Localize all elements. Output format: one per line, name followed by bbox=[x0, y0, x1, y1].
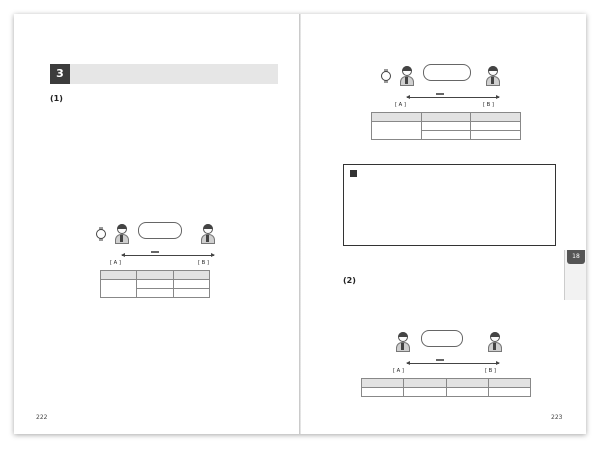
party-a-label: [ A ] bbox=[393, 368, 404, 374]
table-header bbox=[421, 113, 471, 122]
paragraph bbox=[50, 166, 278, 214]
condition-table bbox=[361, 378, 531, 397]
contract-arrow bbox=[407, 97, 499, 98]
left-page bbox=[14, 14, 299, 434]
right-page bbox=[301, 14, 586, 434]
table-row-label bbox=[101, 280, 137, 298]
contract-arrow bbox=[122, 255, 214, 256]
person-icon bbox=[399, 66, 415, 86]
table-header bbox=[137, 271, 173, 280]
table-cell bbox=[421, 131, 471, 140]
contract-label bbox=[436, 93, 444, 95]
party-b-label: [ B ] bbox=[483, 102, 494, 108]
person-icon bbox=[485, 66, 501, 86]
chapter-number: 18 bbox=[567, 250, 585, 264]
subsection-heading: (2) bbox=[343, 276, 356, 285]
watch-icon bbox=[96, 227, 106, 241]
subsection-heading: (1) bbox=[50, 94, 63, 103]
party-a-label: [ A ] bbox=[110, 260, 121, 266]
table-cell bbox=[421, 122, 471, 131]
table-cell bbox=[137, 289, 173, 298]
section-number: 3 bbox=[50, 64, 70, 84]
contract-diagram bbox=[369, 64, 519, 110]
table-header bbox=[372, 113, 422, 122]
section-header bbox=[50, 64, 278, 84]
person-icon bbox=[114, 224, 130, 244]
statute-box bbox=[343, 164, 556, 246]
table-header bbox=[446, 379, 488, 388]
table-row-label bbox=[372, 122, 422, 140]
condition-table bbox=[371, 112, 521, 140]
table-header bbox=[404, 379, 446, 388]
table-cell bbox=[137, 280, 173, 289]
book-spread bbox=[14, 14, 586, 434]
contract-label bbox=[436, 359, 444, 361]
table-header bbox=[362, 379, 404, 388]
table-cell bbox=[173, 280, 209, 289]
paragraph bbox=[50, 116, 278, 164]
speech-bubble bbox=[421, 330, 463, 347]
party-b-label: [ B ] bbox=[198, 260, 209, 266]
paragraph bbox=[343, 289, 556, 315]
paragraph bbox=[50, 370, 278, 388]
party-b-label: [ B ] bbox=[485, 368, 496, 374]
statute-heading bbox=[350, 170, 360, 178]
contract-diagram bbox=[84, 222, 234, 268]
contract-arrow bbox=[407, 363, 499, 364]
table-header bbox=[101, 271, 137, 280]
person-icon bbox=[487, 332, 503, 352]
contract-label bbox=[151, 251, 159, 253]
table-row-label bbox=[362, 388, 404, 397]
person-icon bbox=[395, 332, 411, 352]
page-number: 222 bbox=[36, 414, 48, 421]
table-cell bbox=[446, 388, 488, 397]
book-icon bbox=[350, 170, 357, 177]
table-cell bbox=[471, 131, 521, 140]
party-a-label: [ A ] bbox=[395, 102, 406, 108]
speech-bubble bbox=[138, 222, 182, 239]
contract-diagram bbox=[369, 330, 519, 376]
watch-icon bbox=[381, 69, 391, 83]
table-cell bbox=[404, 388, 446, 397]
table-header bbox=[488, 379, 530, 388]
person-icon bbox=[200, 224, 216, 244]
chapter-tab bbox=[564, 250, 586, 300]
condition-table bbox=[100, 270, 210, 298]
paragraph bbox=[50, 327, 278, 369]
table-cell bbox=[173, 289, 209, 298]
table-header bbox=[471, 113, 521, 122]
speech-bubble bbox=[423, 64, 471, 81]
table-cell bbox=[488, 388, 530, 397]
table-header bbox=[173, 271, 209, 280]
page-number: 223 bbox=[551, 414, 563, 421]
table-cell bbox=[471, 122, 521, 131]
